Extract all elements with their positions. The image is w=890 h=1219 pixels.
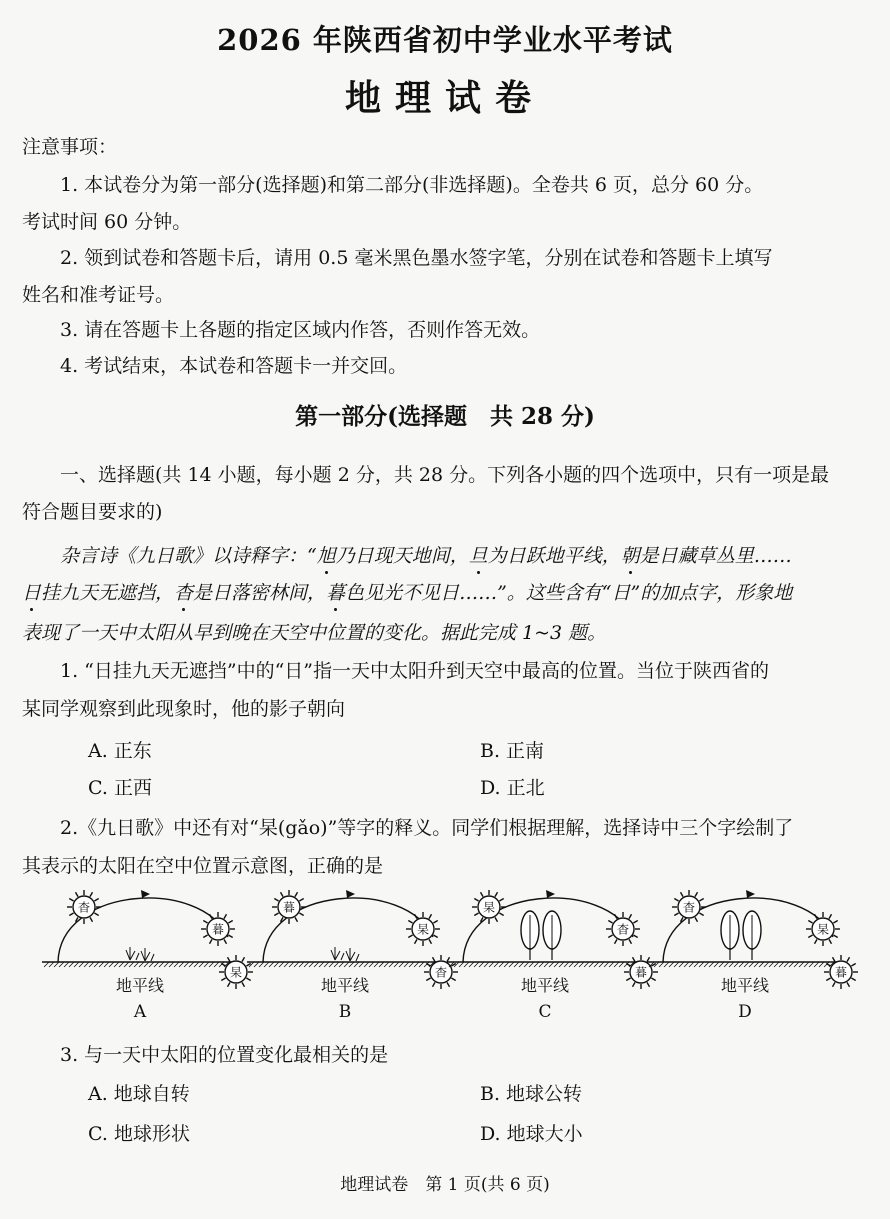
exam-subject: 地理试卷 — [344, 77, 545, 119]
note-2-cont: 姓名和准考证号。 — [22, 284, 175, 306]
q2-stem-cont: 其表示的太阳在空中位置示意图，正确的是 — [22, 855, 384, 877]
sun-char: 杲 — [482, 900, 496, 915]
q3-option-d[interactable]: D. 地球大小 — [480, 1123, 583, 1145]
sun-top-icon — [672, 890, 706, 924]
passage-line-2: 日挂九天无遮挡，杳是日落密林间，暮色见光不见日……”。这些含有“日”的加点字，形象地 — [22, 578, 792, 605]
passage-line-3: 表现了一天中太阳从早到晚在天空中位置的变化。据此完成 1~3 题。 — [22, 622, 607, 644]
diagram-c — [447, 890, 658, 1022]
sun-char: 暮 — [834, 965, 848, 980]
q1-stem-cont: 某同学观察到此现象时，他的影子朝向 — [22, 698, 346, 720]
dotted-char: 旦 — [469, 541, 488, 568]
notes-heading: 注意事项： — [22, 136, 118, 158]
sun-below-icon — [219, 955, 253, 989]
q1-stem: 1. “日挂九天无遮挡”中的“日”指一天中太阳升到天空中最高的位置。当位于陕西省的 — [60, 660, 770, 682]
exam-title: 2026 年陕西省初中学业水平考试 — [217, 23, 673, 57]
section-title: 第一部分(选择题 共 28 分) — [295, 403, 595, 430]
sun-char: 暮 — [282, 900, 296, 915]
sun-below-icon — [424, 955, 458, 989]
dotted-char: 杳 — [174, 578, 193, 605]
section-intro: 一、选择题(共 14 小题，每小题 2 分，共 28 分。下列各小题的四个选项中，只有一项是最 — [60, 464, 830, 486]
note-4: 4. 考试结束，本试卷和答题卡一并交回。 — [60, 355, 408, 377]
arrow-icon — [546, 890, 555, 898]
sun-char: 杲 — [416, 922, 430, 937]
q1-option-c[interactable]: C. 正西 — [88, 777, 152, 799]
note-1: 1. 本试卷分为第一部分(选择题)和第二部分(非选择题)。全卷共 6 页，总分 60 分。 — [60, 174, 764, 196]
diagram-letter: C — [538, 1002, 552, 1022]
sun-right-icon — [201, 912, 235, 946]
horizon-label: 地平线 — [115, 976, 165, 995]
sun-char: 杳 — [682, 900, 696, 915]
sun-below-icon — [824, 955, 858, 989]
arrow-icon — [141, 890, 150, 898]
sun-char: 杲 — [229, 965, 243, 980]
q1-option-d[interactable]: D. 正北 — [480, 777, 545, 799]
diagram-letter: B — [338, 1002, 352, 1022]
arrow-icon — [746, 890, 755, 898]
diagram-letter: D — [738, 1002, 752, 1022]
sun-position-diagrams — [0, 885, 890, 1030]
dotted-char: 朝 — [621, 541, 640, 568]
sun-char: 杳 — [77, 900, 91, 915]
diagram-d — [647, 890, 858, 1022]
sun-top-icon — [67, 890, 101, 924]
q3-option-a[interactable]: A. 地球自转 — [88, 1083, 190, 1105]
sun-right-icon — [406, 912, 440, 946]
page-footer: 地理试卷 第 1 页(共 6 页) — [340, 1175, 550, 1195]
sun-char: 暮 — [634, 965, 648, 980]
q3-stem: 3. 与一天中太阳的位置变化最相关的是 — [60, 1044, 389, 1066]
section-intro-cont: 符合题目要求的) — [22, 501, 163, 523]
note-3: 3. 请在答题卡上各题的指定区域内作答，否则作答无效。 — [60, 319, 541, 341]
q3-option-c[interactable]: C. 地球形状 — [88, 1123, 190, 1145]
sun-top-icon — [472, 890, 506, 924]
diagram-b — [247, 890, 458, 1022]
note-2: 2. 领到试卷和答题卡后，请用 0.5 毫米黑色墨水签字笔，分别在试卷和答题卡上填写 — [60, 247, 773, 269]
sun-char: 暮 — [211, 922, 225, 937]
sun-right-icon — [806, 912, 840, 946]
q2-stem: 2.《九日歌》中还有对“杲(gǎo)”等字的释义。同学们根据理解，选择诗中三个字绘制了 — [60, 817, 794, 839]
horizon-label: 地平线 — [520, 976, 570, 995]
q3-option-b[interactable]: B. 地球公转 — [480, 1083, 583, 1105]
note-1-cont: 考试时间 60 分钟。 — [22, 211, 192, 233]
dotted-char: 旭 — [317, 541, 336, 568]
passage-line-1: 杂言诗《九日歌》以诗释字：“旭乃日现天地间，旦为日跃地平线，朝是日藏草丛里…… — [60, 541, 792, 568]
sun-char: 杳 — [434, 965, 448, 980]
dotted-char: 暮 — [326, 578, 345, 605]
q1-option-b[interactable]: B. 正南 — [480, 740, 545, 762]
sun-top-icon — [272, 890, 306, 924]
sun-char: 杳 — [616, 922, 630, 937]
q1-option-a[interactable]: A. 正东 — [88, 740, 152, 762]
sun-right-icon — [606, 912, 640, 946]
diagram-letter: A — [133, 1002, 147, 1022]
sun-char: 杲 — [816, 922, 830, 937]
sun-below-icon — [624, 955, 658, 989]
arrow-icon — [346, 890, 355, 898]
dotted-char: 日 — [22, 578, 41, 605]
horizon-label: 地平线 — [320, 976, 370, 995]
horizon-label: 地平线 — [720, 976, 770, 995]
diagram-a — [42, 890, 253, 1022]
